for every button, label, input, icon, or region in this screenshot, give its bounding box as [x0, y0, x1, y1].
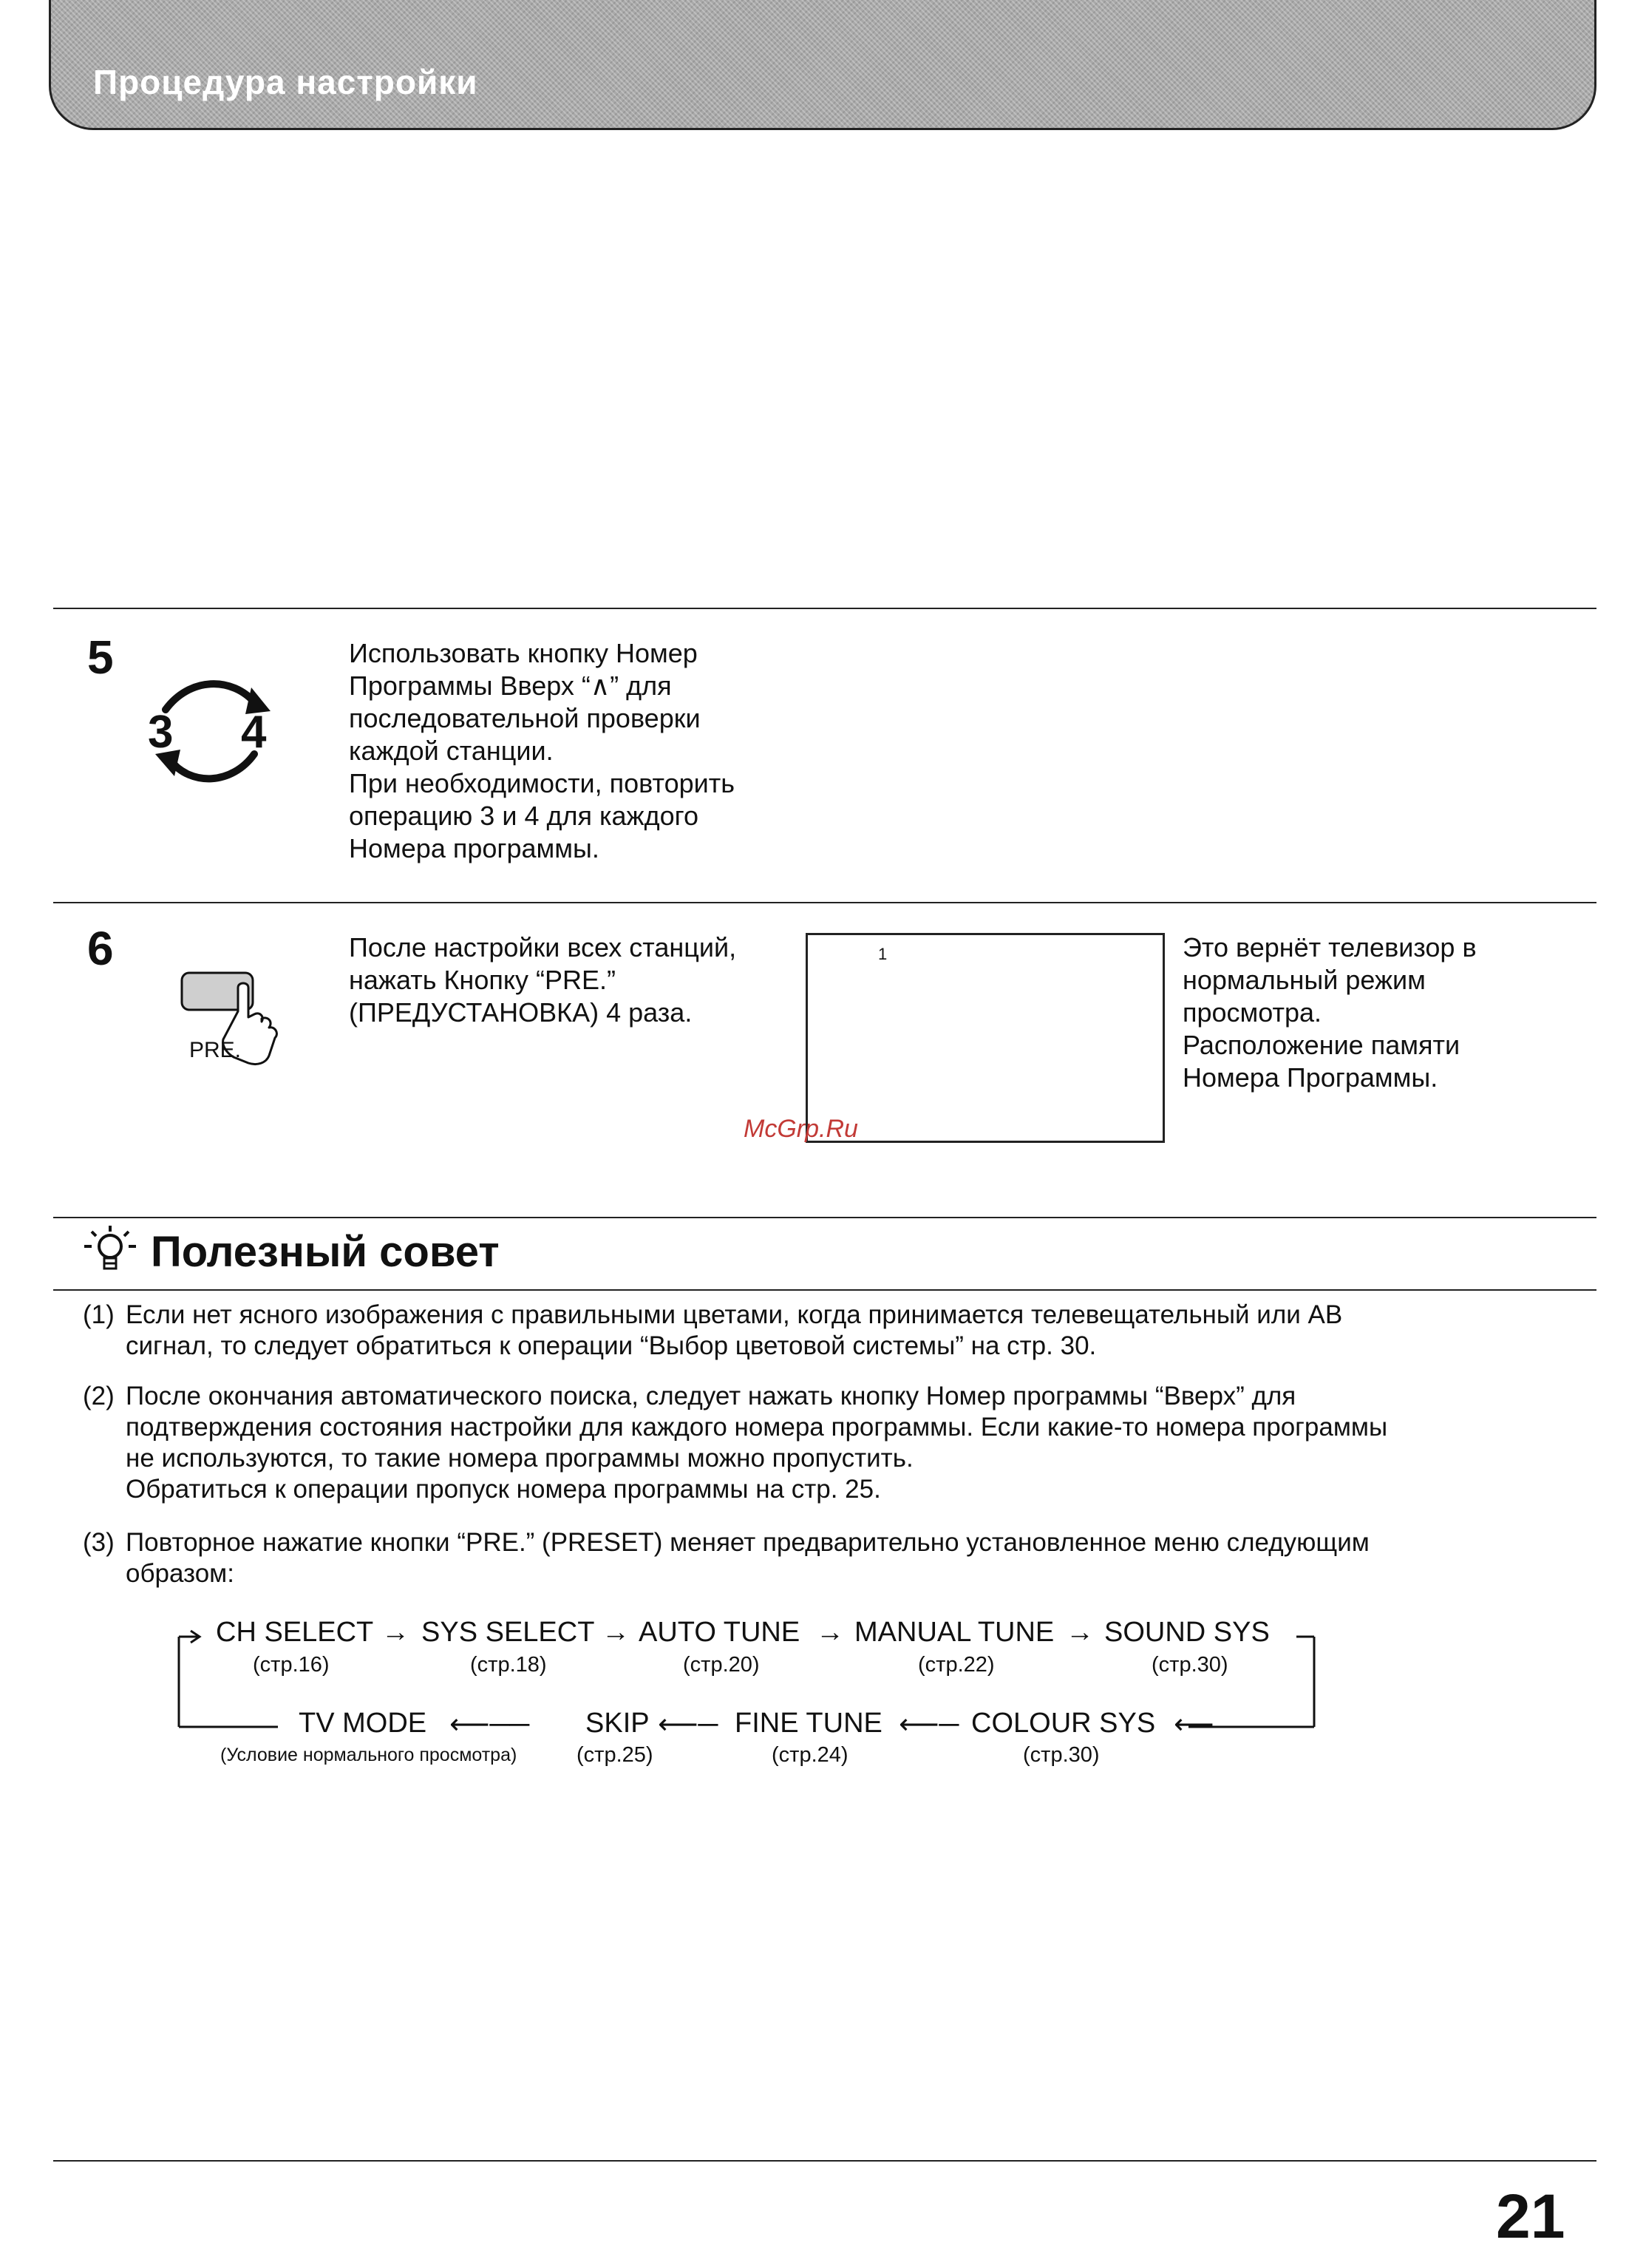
- step-6-result: Это вернёт телевизор в нормальный режим просмотра. Расположение памяти Номера Программы.: [1183, 932, 1477, 1093]
- flow-long-arrow-icon: ⟵──: [449, 1709, 530, 1740]
- flow-page-ref: (стр.22): [918, 1653, 995, 1677]
- step-number: 5: [87, 631, 114, 684]
- cycle-label-3: 3: [148, 707, 174, 758]
- tip-note-3: (3) Повторное нажатие кнопки “PRE.” (PRESET) меняет предварительно установленное меню следующим образом:: [83, 1528, 1370, 1588]
- step-number: 6: [87, 922, 114, 975]
- flow-arrow-icon: →: [602, 1617, 630, 1648]
- watermark: McGrp.Ru: [744, 1115, 858, 1143]
- flow-page-ref: (стр.24): [772, 1743, 848, 1767]
- step-5-instructions: Использовать кнопку Номер Программы Вверх “∧” для последовательной проверки каждой станции. При необходимости, повторить операцию 3 и 4 для каждого Номера программы.: [349, 638, 735, 863]
- tv-screen-display: [806, 933, 1165, 1143]
- flow-arrow-icon: →: [1066, 1617, 1094, 1648]
- step-6-instructions: После настройки всех станций, нажать Кнопку “PRE.” (ПРЕДУСТАНОВКА) 4 раза.: [349, 932, 737, 1028]
- divider: [53, 608, 1596, 609]
- divider: [53, 1289, 1596, 1291]
- flow-item-sys-select: SYS SELECT: [421, 1617, 595, 1648]
- flow-arrow-icon: →: [816, 1617, 844, 1648]
- flow-item-sound-sys: SOUND SYS: [1104, 1617, 1270, 1648]
- flow-item-ch-select: CH SELECT: [216, 1617, 374, 1648]
- footer-divider: [53, 2160, 1596, 2162]
- cycle-label-4: 4: [241, 707, 267, 758]
- flow-page-ref: (стр.18): [470, 1653, 547, 1677]
- divider: [53, 902, 1596, 903]
- screen-program-number: 1: [878, 945, 888, 963]
- flow-item-auto-tune: AUTO TUNE: [639, 1617, 800, 1648]
- flow-item-colour-sys: COLOUR SYS: [971, 1708, 1156, 1739]
- flow-long-arrow-icon: ⟵─: [899, 1709, 959, 1740]
- lightbulb-icon: [81, 1221, 139, 1280]
- flow-arrow-icon: ⟵: [1174, 1709, 1214, 1740]
- flow-page-ref: (стр.30): [1152, 1653, 1228, 1677]
- flow-page-ref: (стр.16): [253, 1653, 330, 1677]
- pre-button-label: PRE.: [189, 1038, 242, 1062]
- page-title: Процедура настройки: [93, 63, 478, 101]
- flow-page-ref: (стр.20): [683, 1653, 760, 1677]
- divider: [53, 1217, 1596, 1218]
- tip-note-1: (1) Если нет ясного изображения с правильными цветами, когда принимается телевещательный или AB сигнал, то следует обратиться к операции “Выбор цветовой системы” на стр. 30.: [83, 1300, 1343, 1360]
- flow-item-manual-tune: MANUAL TUNE: [854, 1617, 1055, 1648]
- flow-page-ref: (Условие нормального просмотра): [220, 1745, 517, 1765]
- flow-page-ref: (стр.30): [1023, 1743, 1100, 1767]
- flow-item-fine-tune: FINE TUNE: [735, 1708, 882, 1739]
- flow-page-ref: (стр.25): [577, 1743, 653, 1767]
- flow-arrow-icon: →: [381, 1617, 409, 1648]
- flow-long-arrow-icon: ⟵─: [658, 1709, 718, 1740]
- flow-item-tv-mode: TV MODE: [299, 1708, 427, 1739]
- tip-note-2: (2) После окончания автоматического поиска, следует нажать кнопку Номер программы “Вверх” для подтверждения состояния настройки для каждого номера программы. Если какие-то номера программы не используются, то такие номера программы можно пропустить. Обратиться к операции пропуск номера программы на стр. 25.: [83, 1382, 1388, 1504]
- page-number: 21: [1496, 2182, 1565, 2251]
- tip-title: Полезный совет: [151, 1228, 500, 1276]
- flow-item-skip: SKIP: [585, 1708, 650, 1739]
